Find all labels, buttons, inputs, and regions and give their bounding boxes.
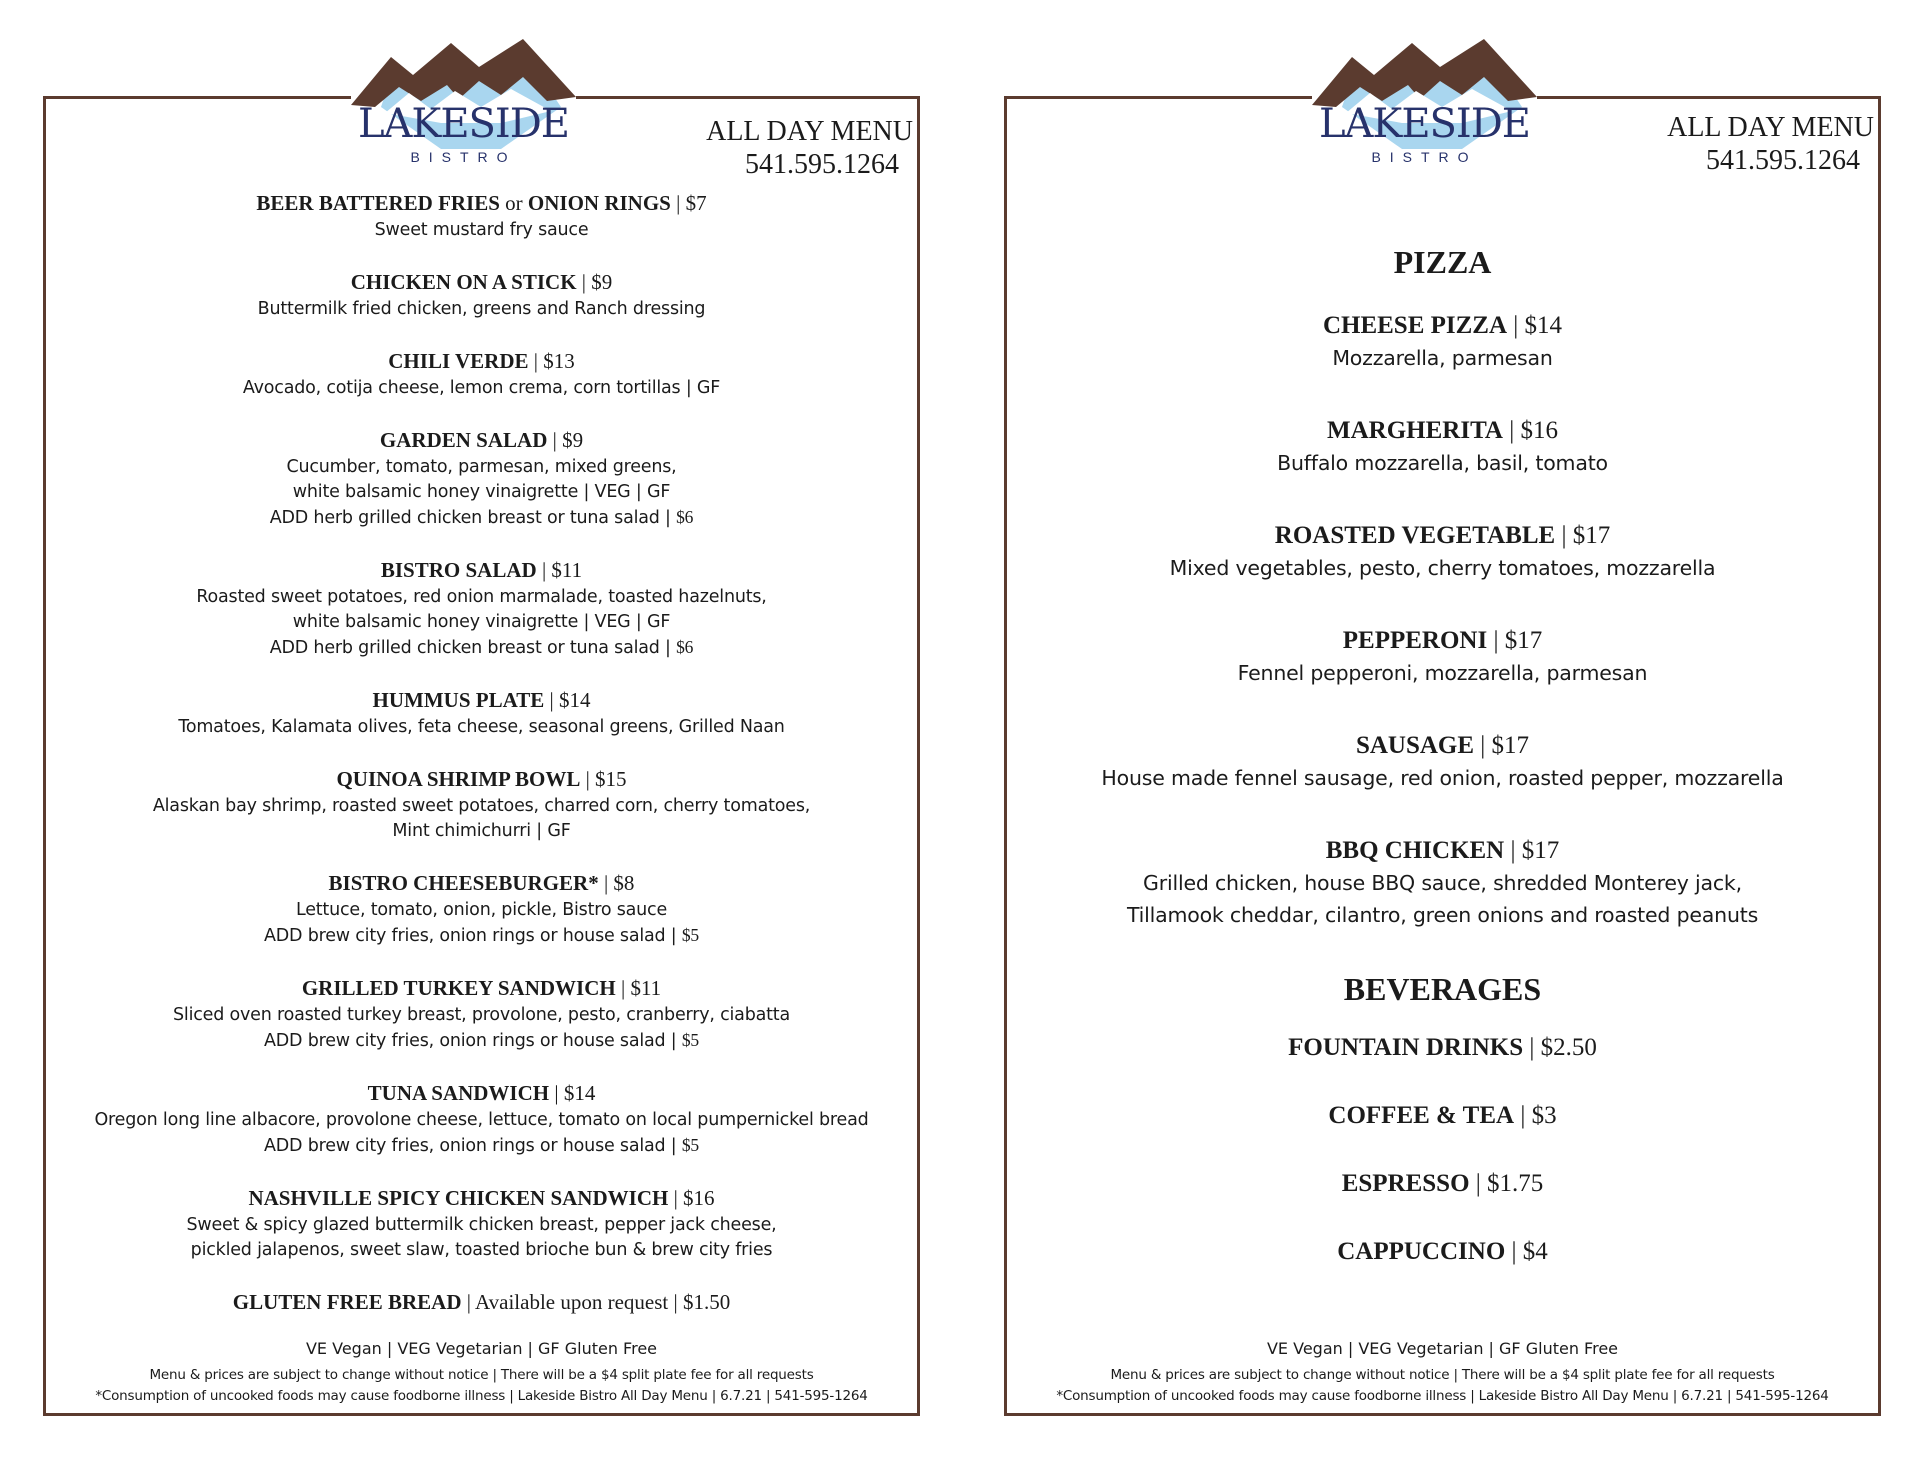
menu-item	[46, 426, 917, 531]
item-price: or	[499, 191, 528, 215]
menu-item-title	[46, 974, 917, 1003]
item-description: white balsamic honey vinaigrette | VEG | GF	[292, 612, 671, 632]
item-price: | $17	[1487, 627, 1543, 654]
item-description: white balsamic honey vinaigrette | VEG | GF	[292, 482, 671, 502]
item-name: GLUTEN FREE BREAD	[232, 1290, 462, 1314]
item-name: SAUSAGE	[1355, 732, 1475, 759]
menu-footer	[1007, 1338, 1878, 1407]
item-price: | $4	[1505, 1238, 1548, 1265]
section-title-pizza: PIZZA	[1393, 244, 1492, 280]
addon-price: $5	[681, 1030, 699, 1050]
item-price: | $2.50	[1523, 1034, 1597, 1061]
menu-title: ALL DAY MENU	[1667, 112, 1874, 143]
menu-item	[46, 268, 917, 322]
menu-item-title	[46, 765, 917, 794]
price-notice: Menu & prices are subject to change without notice | There will be a $4 split plate fee for all requests	[1110, 1367, 1775, 1383]
menu-item-title	[46, 347, 917, 376]
menu-item	[46, 869, 917, 949]
item-description: Oregon long line albacore, provolone cheese, lettuce, tomato on local pumpernickel bread	[94, 1110, 869, 1130]
item-name: ESPRESSO	[1341, 1170, 1470, 1197]
menu-item	[46, 189, 917, 243]
diet-legend: VE Vegan | VEG Vegetarian | GF Gluten Free	[1266, 1339, 1618, 1358]
menu-item	[1007, 729, 1878, 794]
item-addon	[46, 1028, 917, 1054]
item-description: Mixed vegetables, pesto, cherry tomatoes, mozzarella	[1169, 556, 1716, 580]
item-price: | $14	[544, 688, 591, 712]
menu-item	[46, 1184, 917, 1263]
menu-item-title	[1007, 1166, 1878, 1201]
menu-item-title	[1007, 309, 1878, 342]
phone-number: 541.595.1264	[745, 149, 899, 180]
menu-item-title	[1007, 834, 1878, 867]
menu-item	[1007, 309, 1878, 374]
item-description: Mozzarella, parmesan	[1332, 346, 1553, 370]
addon-price: $5	[681, 1135, 699, 1155]
addon-price: $5	[681, 925, 699, 945]
addon-text: ADD brew city fries, onion rings or house salad |	[264, 1031, 682, 1051]
item-price: | $17	[1504, 837, 1560, 864]
menu-footer	[46, 1338, 917, 1407]
menu-page-right	[1004, 96, 1881, 1416]
menu-item	[46, 556, 917, 661]
menu-item-title	[46, 1079, 917, 1108]
item-price: | $13	[528, 349, 575, 373]
item-name: QUINOA SHRIMP BOWL	[336, 767, 581, 791]
pizza-items	[1007, 309, 1878, 931]
item-price: | $14	[549, 1081, 596, 1105]
item-description: Alaskan bay shrimp, roasted sweet potatoes, charred corn, cherry tomatoes,	[152, 796, 811, 816]
item-price: | $11	[615, 976, 662, 1000]
menu-item-title	[1007, 729, 1878, 762]
item-price: | $14	[1507, 312, 1563, 339]
menu-item	[46, 347, 917, 401]
menu-item-title	[46, 268, 917, 297]
phone-number: 541.595.1264	[1706, 145, 1860, 176]
menu-item	[46, 1079, 917, 1159]
item-name: BEER BATTERED FRIES	[256, 191, 500, 215]
item-name: MARGHERITA	[1327, 417, 1503, 444]
menu-item	[1007, 1098, 1878, 1133]
lakeside-bistro-logo	[351, 37, 576, 177]
item-name: CHEESE PIZZA	[1322, 312, 1508, 339]
menu-header	[706, 115, 913, 181]
menu-header	[1667, 111, 1874, 177]
menu-item	[1007, 624, 1878, 689]
menu-item-title	[46, 556, 917, 585]
addon-price: $6	[676, 507, 694, 527]
item-price: | $7	[670, 191, 707, 215]
item-name: COFFEE & TEA	[1328, 1102, 1515, 1129]
item-name: HUMMUS PLATE	[372, 688, 545, 712]
item-price: | $17	[1474, 732, 1530, 759]
item-description: Sweet mustard fry sauce	[374, 220, 589, 240]
addon-price: $6	[676, 637, 694, 657]
menu-item	[46, 686, 917, 740]
menu-page-left	[43, 96, 920, 1416]
menu-item	[1007, 519, 1878, 584]
menu-title: ALL DAY MENU	[706, 116, 913, 147]
menu-item-title	[46, 869, 917, 898]
menu-item-title	[1007, 1030, 1878, 1065]
section-title-beverages: BEVERAGES	[1343, 971, 1542, 1007]
logo-subtitle: BISTRO	[410, 149, 517, 165]
addon-text: ADD brew city fries, onion rings or house salad |	[264, 926, 682, 946]
price-notice: Menu & prices are subject to change without notice | There will be a $4 split plate fee for all requests	[149, 1367, 814, 1383]
item-description: Cucumber, tomato, parmesan, mixed greens,	[286, 457, 677, 477]
menu-item	[46, 1288, 917, 1317]
item-description: Roasted sweet potatoes, red onion marmalade, toasted hazelnuts,	[196, 587, 767, 607]
item-description: Grilled chicken, house BBQ sauce, shredded Monterey jack,	[1143, 871, 1742, 895]
item-price: | $9	[576, 270, 613, 294]
menu-item-title	[1007, 1098, 1878, 1133]
item-description: pickled jalapenos, sweet slaw, toasted brioche bun & brew city fries	[190, 1240, 773, 1260]
item-name: BISTRO CHEESEBURGER*	[328, 871, 599, 895]
menu-item-title	[46, 426, 917, 455]
diet-legend: VE Vegan | VEG Vegetarian | GF Gluten Free	[305, 1339, 657, 1358]
item-description: Tillamook cheddar, cilantro, green onions and roasted peanuts	[1126, 903, 1759, 927]
item-description: Tomatoes, Kalamata olives, feta cheese, seasonal greens, Grilled Naan	[178, 717, 785, 737]
menu-item-title	[1007, 624, 1878, 657]
item-price: | $1.75	[1469, 1170, 1544, 1197]
menu-item	[1007, 1030, 1878, 1065]
menu-item-title	[46, 1288, 917, 1317]
menu-item	[1007, 834, 1878, 931]
lakeside-bistro-logo	[1312, 37, 1537, 177]
item-name: GRILLED TURKEY SANDWICH	[301, 976, 616, 1000]
menu-item	[1007, 414, 1878, 479]
item-description: Mint chimichurri | GF	[392, 821, 571, 841]
item-description: Avocado, cotija cheese, lemon crema, corn tortillas | GF	[242, 378, 721, 398]
item-description: Sweet & spicy glazed buttermilk chicken breast, pepper jack cheese,	[186, 1215, 777, 1235]
item-addon	[46, 1133, 917, 1159]
item-name: ROASTED VEGETABLE	[1274, 522, 1556, 549]
item-price: | $17	[1555, 522, 1611, 549]
item-description: House made fennel sausage, red onion, roasted pepper, mozzarella	[1101, 766, 1784, 790]
menu-item	[1007, 1166, 1878, 1201]
item-description: Sliced oven roasted turkey breast, provolone, pesto, cranberry, ciabatta	[173, 1005, 790, 1025]
item-description: Fennel pepperoni, mozzarella, parmesan	[1237, 661, 1648, 685]
menu-item-title	[1007, 519, 1878, 552]
item-name: BBQ CHICKEN	[1325, 837, 1505, 864]
item-price: | $8	[598, 871, 635, 895]
addon-text: ADD brew city fries, onion rings or house salad |	[264, 1136, 682, 1156]
item-addon	[46, 505, 917, 531]
item-price: | $11	[536, 558, 583, 582]
item-name: TUNA SANDWICH	[367, 1081, 550, 1105]
menu-item-title	[1007, 414, 1878, 447]
item-description: Lettuce, tomato, onion, pickle, Bistro sauce	[295, 900, 668, 920]
menu-item-title	[1007, 1234, 1878, 1269]
menu-item	[46, 974, 917, 1054]
menu-item-title	[46, 189, 917, 218]
logo-subtitle: BISTRO	[1371, 149, 1478, 165]
item-name: NASHVILLE SPICY CHICKEN SANDWICH	[248, 1186, 669, 1210]
menu-item-title	[46, 686, 917, 715]
food-warning: *Consumption of uncooked foods may cause foodborne illness | Lakeside Bistro All Day Menu | 6.7.21 | 541-595-1264	[1056, 1388, 1829, 1404]
item-name: BISTRO SALAD	[380, 558, 537, 582]
item-name: FOUNTAIN DRINKS	[1288, 1034, 1524, 1061]
logo-wordmark: LAKESIDE	[1318, 101, 1530, 147]
logo-wordmark: LAKESIDE	[357, 101, 569, 147]
menu-item-title	[46, 1184, 917, 1213]
item-name: CHICKEN ON A STICK	[350, 270, 577, 294]
item-name: ONION RINGS	[527, 191, 671, 215]
addon-text: ADD herb grilled chicken breast or tuna salad |	[269, 638, 677, 658]
item-name: PEPPERONI	[1342, 627, 1488, 654]
item-addon	[46, 923, 917, 949]
item-price: | Available upon request | $1.50	[461, 1290, 731, 1314]
food-warning: *Consumption of uncooked foods may cause foodborne illness | Lakeside Bistro All Day Menu | 6.7.21 | 541-595-1264	[95, 1388, 868, 1404]
left-menu-items	[46, 189, 917, 1342]
item-addon	[46, 635, 917, 661]
item-description: Buttermilk fried chicken, greens and Ranch dressing	[257, 299, 706, 319]
item-price: | $3	[1514, 1102, 1557, 1129]
item-price: | $16	[668, 1186, 715, 1210]
item-description: Buffalo mozzarella, basil, tomato	[1277, 451, 1608, 475]
item-name: GARDEN SALAD	[379, 428, 548, 452]
addon-text: ADD herb grilled chicken breast or tuna salad |	[269, 508, 677, 528]
right-menu-content	[1007, 244, 1878, 1302]
item-price: | $9	[547, 428, 584, 452]
beverage-items	[1007, 1030, 1878, 1269]
item-price: | $15	[580, 767, 627, 791]
item-name: CHILI VERDE	[388, 349, 529, 373]
menu-item	[1007, 1234, 1878, 1269]
menu-item	[46, 765, 917, 844]
item-price: | $16	[1502, 417, 1558, 444]
item-name: CAPPUCCINO	[1337, 1238, 1506, 1265]
